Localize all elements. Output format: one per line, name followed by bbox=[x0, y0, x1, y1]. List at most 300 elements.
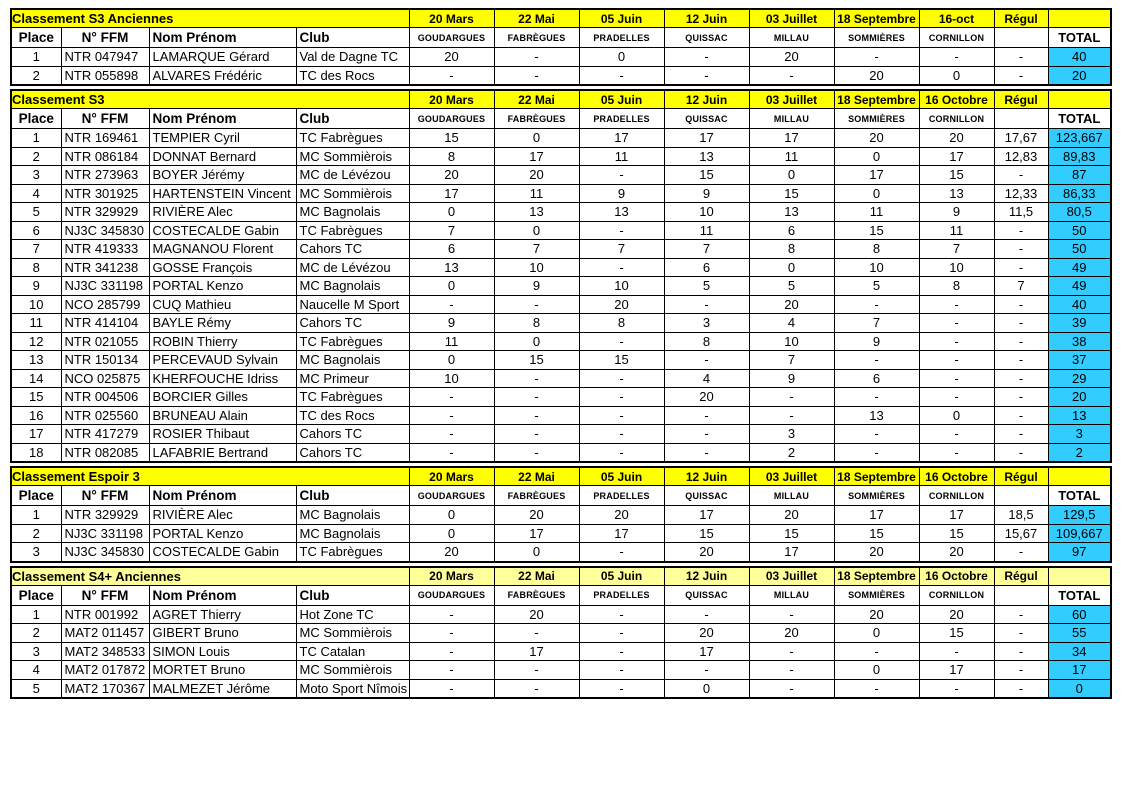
event-score-cell: - bbox=[579, 543, 664, 562]
regul-score-cell: - bbox=[994, 605, 1048, 624]
place-cell: 2 bbox=[11, 66, 61, 85]
event-score-cell: 6 bbox=[409, 240, 494, 259]
event-score-cell: 20 bbox=[834, 66, 919, 85]
regul-header-cell: Régul bbox=[994, 9, 1048, 28]
event-score-cell: 20 bbox=[494, 506, 579, 525]
table-row bbox=[11, 147, 1111, 166]
total-score-cell: 89,83 bbox=[1048, 147, 1111, 166]
regul-score-cell: - bbox=[994, 314, 1048, 333]
event-date-cell: 12 Juin bbox=[664, 567, 749, 586]
venue-header-cell: FABRÈGUES bbox=[494, 28, 579, 48]
venue-header-cell: MILLAU bbox=[749, 109, 834, 129]
total-score-cell: 86,33 bbox=[1048, 184, 1111, 203]
venue-header-cell: GOUDARGUES bbox=[409, 109, 494, 129]
regul-score-cell: - bbox=[994, 369, 1048, 388]
place-cell: 9 bbox=[11, 277, 61, 296]
event-score-cell: 15 bbox=[834, 221, 919, 240]
event-date-cell: 20 Mars bbox=[409, 567, 494, 586]
event-score-cell: 0 bbox=[494, 221, 579, 240]
event-score-cell: 10 bbox=[664, 203, 749, 222]
event-score-cell: - bbox=[919, 642, 994, 661]
venue-header-cell: CORNILLON bbox=[919, 28, 994, 48]
event-score-cell: 11 bbox=[579, 147, 664, 166]
event-date-cell: 05 Juin bbox=[579, 567, 664, 586]
event-score-cell: 15 bbox=[579, 351, 664, 370]
club-cell: Hot Zone TC bbox=[296, 605, 409, 624]
event-date-cell: 03 Juillet bbox=[749, 9, 834, 28]
venue-header-cell: PRADELLES bbox=[579, 28, 664, 48]
event-score-cell: - bbox=[664, 661, 749, 680]
event-score-cell: 20 bbox=[919, 129, 994, 148]
event-score-cell: - bbox=[749, 388, 834, 407]
club-cell: TC Fabrègues bbox=[296, 388, 409, 407]
event-score-cell: - bbox=[409, 388, 494, 407]
ffm-number-cell: NTR 329929 bbox=[61, 506, 149, 525]
rider-name-cell: BAYLE Rémy bbox=[149, 314, 296, 333]
event-score-cell: 3 bbox=[749, 425, 834, 444]
event-score-cell: 0 bbox=[494, 543, 579, 562]
event-date-cell: 18 Septembre bbox=[834, 567, 919, 586]
event-score-cell: - bbox=[919, 425, 994, 444]
ffm-number-cell: NTR 086184 bbox=[61, 147, 149, 166]
event-date-cell: 16-oct bbox=[919, 9, 994, 28]
column-header-total: TOTAL bbox=[1048, 486, 1111, 506]
ffm-number-cell: MAT2 011457 bbox=[61, 624, 149, 643]
event-score-cell: 0 bbox=[409, 277, 494, 296]
venue-header-cell: MILLAU bbox=[749, 585, 834, 605]
rider-name-cell: LAMARQUE Gérard bbox=[149, 48, 296, 67]
regul-score-cell: - bbox=[994, 661, 1048, 680]
event-score-cell: 0 bbox=[409, 506, 494, 525]
event-score-cell: - bbox=[834, 351, 919, 370]
rider-name-cell: ALVARES Frédéric bbox=[149, 66, 296, 85]
section-header-row bbox=[11, 9, 1111, 28]
event-date-cell: 20 Mars bbox=[409, 9, 494, 28]
venue-header-cell: QUISSAC bbox=[664, 28, 749, 48]
event-score-cell: - bbox=[579, 388, 664, 407]
event-score-cell: 4 bbox=[749, 314, 834, 333]
column-header-club: Club bbox=[296, 109, 409, 129]
event-date-cell: 16 Octobre bbox=[919, 90, 994, 109]
total-score-cell: 50 bbox=[1048, 221, 1111, 240]
event-score-cell: - bbox=[749, 66, 834, 85]
event-score-cell: - bbox=[579, 624, 664, 643]
regul-score-cell: 18,5 bbox=[994, 506, 1048, 525]
venue-header-cell: PRADELLES bbox=[579, 109, 664, 129]
rider-name-cell: PORTAL Kenzo bbox=[149, 524, 296, 543]
regul-score-cell: 12,83 bbox=[994, 147, 1048, 166]
event-score-cell: 20 bbox=[749, 48, 834, 67]
event-score-cell: 0 bbox=[919, 66, 994, 85]
event-score-cell: 13 bbox=[579, 203, 664, 222]
event-score-cell: 5 bbox=[749, 277, 834, 296]
venue-header-cell: CORNILLON bbox=[919, 486, 994, 506]
club-cell: TC Fabrègues bbox=[296, 332, 409, 351]
event-score-cell: - bbox=[579, 66, 664, 85]
event-score-cell: 15 bbox=[919, 624, 994, 643]
ffm-number-cell: NTR 417279 bbox=[61, 425, 149, 444]
event-score-cell: 8 bbox=[409, 147, 494, 166]
event-score-cell: 20 bbox=[409, 48, 494, 67]
table-row bbox=[11, 66, 1111, 85]
ffm-number-cell: MAT2 017872 bbox=[61, 661, 149, 680]
rider-name-cell: TEMPIER Cyril bbox=[149, 129, 296, 148]
event-score-cell: 0 bbox=[919, 406, 994, 425]
venue-header-cell: SOMMIÈRES bbox=[834, 486, 919, 506]
rider-name-cell: HARTENSTEIN Vincent bbox=[149, 184, 296, 203]
total-score-cell: 97 bbox=[1048, 543, 1111, 562]
club-cell: MC Sommièrois bbox=[296, 624, 409, 643]
table-row bbox=[11, 184, 1111, 203]
table-row bbox=[11, 295, 1111, 314]
table-row bbox=[11, 314, 1111, 333]
event-score-cell: 0 bbox=[834, 147, 919, 166]
event-score-cell: 17 bbox=[919, 661, 994, 680]
column-header-row bbox=[11, 486, 1111, 506]
event-score-cell: - bbox=[409, 679, 494, 698]
event-score-cell: - bbox=[409, 406, 494, 425]
blank-cell bbox=[994, 486, 1048, 506]
total-score-cell: 29 bbox=[1048, 369, 1111, 388]
ffm-number-cell: NTR 047947 bbox=[61, 48, 149, 67]
place-cell: 13 bbox=[11, 351, 61, 370]
event-score-cell: 17 bbox=[579, 129, 664, 148]
total-score-cell: 55 bbox=[1048, 624, 1111, 643]
rider-name-cell: AGRET Thierry bbox=[149, 605, 296, 624]
ffm-number-cell: NTR 001992 bbox=[61, 605, 149, 624]
event-date-cell: 03 Juillet bbox=[749, 467, 834, 486]
club-cell: TC des Rocs bbox=[296, 66, 409, 85]
rider-name-cell: PORTAL Kenzo bbox=[149, 277, 296, 296]
event-score-cell: 17 bbox=[409, 184, 494, 203]
blank-cell bbox=[994, 585, 1048, 605]
event-date-cell: 12 Juin bbox=[664, 90, 749, 109]
club-cell: Cahors TC bbox=[296, 240, 409, 259]
event-score-cell: 20 bbox=[919, 543, 994, 562]
event-score-cell: 15 bbox=[834, 524, 919, 543]
event-date-cell: 05 Juin bbox=[579, 467, 664, 486]
ffm-number-cell: NJ3C 345830 bbox=[61, 543, 149, 562]
event-score-cell: 15 bbox=[919, 524, 994, 543]
event-score-cell: 20 bbox=[749, 295, 834, 314]
club-cell: TC des Rocs bbox=[296, 406, 409, 425]
table-row bbox=[11, 388, 1111, 407]
regul-score-cell: - bbox=[994, 624, 1048, 643]
regul-score-cell: 17,67 bbox=[994, 129, 1048, 148]
event-score-cell: - bbox=[919, 443, 994, 462]
event-score-cell: 13 bbox=[834, 406, 919, 425]
place-cell: 8 bbox=[11, 258, 61, 277]
event-score-cell: 0 bbox=[409, 203, 494, 222]
event-score-cell: - bbox=[749, 406, 834, 425]
column-header-place: Place bbox=[11, 109, 61, 129]
column-header-total: TOTAL bbox=[1048, 585, 1111, 605]
venue-header-cell: GOUDARGUES bbox=[409, 28, 494, 48]
event-score-cell: 10 bbox=[579, 277, 664, 296]
rider-name-cell: GIBERT Bruno bbox=[149, 624, 296, 643]
event-score-cell: 20 bbox=[919, 605, 994, 624]
event-score-cell: 11 bbox=[834, 203, 919, 222]
ffm-number-cell: NTR 341238 bbox=[61, 258, 149, 277]
event-score-cell: - bbox=[409, 443, 494, 462]
event-score-cell: - bbox=[494, 295, 579, 314]
table-classement-s3 bbox=[10, 89, 1112, 463]
venue-header-cell: CORNILLON bbox=[919, 585, 994, 605]
event-score-cell: 5 bbox=[664, 277, 749, 296]
event-score-cell: - bbox=[664, 48, 749, 67]
total-score-cell: 34 bbox=[1048, 642, 1111, 661]
table-row bbox=[11, 624, 1111, 643]
club-cell: MC Sommièrois bbox=[296, 661, 409, 680]
regul-score-cell: - bbox=[994, 642, 1048, 661]
venue-header-cell: GOUDARGUES bbox=[409, 486, 494, 506]
place-cell: 1 bbox=[11, 48, 61, 67]
event-score-cell: 15 bbox=[664, 166, 749, 185]
event-score-cell: - bbox=[579, 369, 664, 388]
club-cell: Moto Sport Nîmois bbox=[296, 679, 409, 698]
event-score-cell: 20 bbox=[494, 166, 579, 185]
event-score-cell: - bbox=[919, 679, 994, 698]
ffm-number-cell: NTR 419333 bbox=[61, 240, 149, 259]
regul-score-cell: - bbox=[994, 166, 1048, 185]
rider-name-cell: ROBIN Thierry bbox=[149, 332, 296, 351]
rider-name-cell: MORTET Bruno bbox=[149, 661, 296, 680]
event-score-cell: 15 bbox=[664, 524, 749, 543]
regul-score-cell: - bbox=[994, 332, 1048, 351]
event-date-cell: 18 Septembre bbox=[834, 9, 919, 28]
event-date-cell: 22 Mai bbox=[494, 567, 579, 586]
section-title: Classement S3 Anciennes bbox=[11, 9, 409, 28]
event-date-cell: 22 Mai bbox=[494, 9, 579, 28]
regul-score-cell: - bbox=[994, 425, 1048, 444]
place-cell: 11 bbox=[11, 314, 61, 333]
regul-score-cell: - bbox=[994, 543, 1048, 562]
event-score-cell: - bbox=[749, 605, 834, 624]
table-row bbox=[11, 258, 1111, 277]
table-row bbox=[11, 48, 1111, 67]
column-header-club: Club bbox=[296, 585, 409, 605]
event-score-cell: - bbox=[749, 642, 834, 661]
ffm-number-cell: NJ3C 331198 bbox=[61, 524, 149, 543]
total-score-cell: 13 bbox=[1048, 406, 1111, 425]
ffm-number-cell: NTR 025560 bbox=[61, 406, 149, 425]
place-cell: 5 bbox=[11, 679, 61, 698]
event-score-cell: - bbox=[749, 679, 834, 698]
table-row bbox=[11, 661, 1111, 680]
event-score-cell: - bbox=[919, 48, 994, 67]
table-row bbox=[11, 240, 1111, 259]
total-score-cell: 17 bbox=[1048, 661, 1111, 680]
venue-header-cell: PRADELLES bbox=[579, 486, 664, 506]
venue-header-cell: QUISSAC bbox=[664, 109, 749, 129]
club-cell: MC de Lévézou bbox=[296, 258, 409, 277]
place-cell: 4 bbox=[11, 184, 61, 203]
event-date-cell: 03 Juillet bbox=[749, 90, 834, 109]
event-score-cell: - bbox=[579, 425, 664, 444]
event-score-cell: 11 bbox=[664, 221, 749, 240]
table-row bbox=[11, 543, 1111, 562]
ffm-number-cell: MAT2 170367 bbox=[61, 679, 149, 698]
event-score-cell: - bbox=[664, 295, 749, 314]
place-cell: 10 bbox=[11, 295, 61, 314]
rider-name-cell: BOYER Jérémy bbox=[149, 166, 296, 185]
regul-header-cell: Régul bbox=[994, 90, 1048, 109]
total-score-cell: 40 bbox=[1048, 48, 1111, 67]
event-score-cell: 8 bbox=[919, 277, 994, 296]
regul-score-cell: - bbox=[994, 351, 1048, 370]
venue-header-cell: SOMMIÈRES bbox=[834, 109, 919, 129]
event-score-cell: - bbox=[919, 332, 994, 351]
event-score-cell: 15 bbox=[919, 166, 994, 185]
event-score-cell: - bbox=[664, 605, 749, 624]
event-score-cell: 0 bbox=[494, 129, 579, 148]
event-score-cell: 8 bbox=[664, 332, 749, 351]
column-header-row bbox=[11, 28, 1111, 48]
event-score-cell: 6 bbox=[834, 369, 919, 388]
place-cell: 3 bbox=[11, 543, 61, 562]
event-score-cell: 13 bbox=[749, 203, 834, 222]
blank-cell bbox=[1048, 567, 1111, 586]
event-score-cell: 15 bbox=[494, 351, 579, 370]
event-score-cell: - bbox=[409, 66, 494, 85]
rider-name-cell: GOSSE François bbox=[149, 258, 296, 277]
event-score-cell: 11 bbox=[749, 147, 834, 166]
event-score-cell: 0 bbox=[664, 679, 749, 698]
venue-header-cell: SOMMIÈRES bbox=[834, 585, 919, 605]
event-score-cell: 17 bbox=[664, 642, 749, 661]
event-score-cell: 0 bbox=[834, 184, 919, 203]
table-row bbox=[11, 605, 1111, 624]
total-score-cell: 20 bbox=[1048, 66, 1111, 85]
table-row bbox=[11, 406, 1111, 425]
event-score-cell: - bbox=[494, 66, 579, 85]
table-row bbox=[11, 129, 1111, 148]
table-row bbox=[11, 679, 1111, 698]
event-date-cell: 22 Mai bbox=[494, 467, 579, 486]
event-score-cell: 13 bbox=[409, 258, 494, 277]
event-score-cell: 20 bbox=[664, 624, 749, 643]
event-score-cell: 20 bbox=[409, 166, 494, 185]
event-score-cell: 20 bbox=[834, 129, 919, 148]
event-score-cell: 7 bbox=[494, 240, 579, 259]
column-header-row bbox=[11, 585, 1111, 605]
venue-header-cell: MILLAU bbox=[749, 28, 834, 48]
event-score-cell: - bbox=[579, 406, 664, 425]
event-score-cell: 7 bbox=[834, 314, 919, 333]
blank-cell bbox=[1048, 9, 1111, 28]
club-cell: Val de Dagne TC bbox=[296, 48, 409, 67]
event-score-cell: - bbox=[494, 48, 579, 67]
place-cell: 3 bbox=[11, 166, 61, 185]
place-cell: 1 bbox=[11, 605, 61, 624]
column-header-place: Place bbox=[11, 28, 61, 48]
venue-header-cell: MILLAU bbox=[749, 486, 834, 506]
table-row bbox=[11, 642, 1111, 661]
rider-name-cell: MALMEZET Jérôme bbox=[149, 679, 296, 698]
rider-name-cell: KHERFOUCHE Idriss bbox=[149, 369, 296, 388]
ffm-number-cell: NTR 150134 bbox=[61, 351, 149, 370]
event-score-cell: - bbox=[494, 679, 579, 698]
event-score-cell: 11 bbox=[494, 184, 579, 203]
event-score-cell: 10 bbox=[494, 258, 579, 277]
table-row bbox=[11, 506, 1111, 525]
regul-score-cell: - bbox=[994, 295, 1048, 314]
event-score-cell: - bbox=[494, 369, 579, 388]
table-row bbox=[11, 332, 1111, 351]
club-cell: Naucelle M Sport bbox=[296, 295, 409, 314]
event-score-cell: - bbox=[579, 443, 664, 462]
event-score-cell: 11 bbox=[409, 332, 494, 351]
event-date-cell: 05 Juin bbox=[579, 90, 664, 109]
event-score-cell: 4 bbox=[664, 369, 749, 388]
event-date-cell: 20 Mars bbox=[409, 467, 494, 486]
table-row bbox=[11, 203, 1111, 222]
ffm-number-cell: NTR 329929 bbox=[61, 203, 149, 222]
event-score-cell: - bbox=[664, 66, 749, 85]
event-date-cell: 22 Mai bbox=[494, 90, 579, 109]
event-date-cell: 12 Juin bbox=[664, 467, 749, 486]
blank-cell bbox=[1048, 90, 1111, 109]
event-score-cell: - bbox=[919, 369, 994, 388]
event-date-cell: 03 Juillet bbox=[749, 567, 834, 586]
event-score-cell: 17 bbox=[919, 506, 994, 525]
column-header-ffm: N° FFM bbox=[61, 28, 149, 48]
regul-header-cell: Régul bbox=[994, 467, 1048, 486]
event-score-cell: - bbox=[579, 221, 664, 240]
event-score-cell: 9 bbox=[919, 203, 994, 222]
event-score-cell: 7 bbox=[664, 240, 749, 259]
section-title: Classement S3 bbox=[11, 90, 409, 109]
rider-name-cell: SIMON Louis bbox=[149, 642, 296, 661]
ffm-number-cell: NTR 273963 bbox=[61, 166, 149, 185]
table-row bbox=[11, 443, 1111, 462]
column-header-club: Club bbox=[296, 486, 409, 506]
club-cell: Cahors TC bbox=[296, 314, 409, 333]
place-cell: 3 bbox=[11, 642, 61, 661]
event-score-cell: 15 bbox=[749, 524, 834, 543]
blank-cell bbox=[994, 109, 1048, 129]
place-cell: 15 bbox=[11, 388, 61, 407]
event-score-cell: 20 bbox=[749, 624, 834, 643]
club-cell: MC Bagnolais bbox=[296, 203, 409, 222]
event-date-cell: 18 Septembre bbox=[834, 467, 919, 486]
column-header-total: TOTAL bbox=[1048, 109, 1111, 129]
event-score-cell: 9 bbox=[834, 332, 919, 351]
event-score-cell: 7 bbox=[749, 351, 834, 370]
event-score-cell: 17 bbox=[749, 543, 834, 562]
event-score-cell: 20 bbox=[579, 295, 664, 314]
club-cell: Cahors TC bbox=[296, 425, 409, 444]
event-score-cell: 20 bbox=[579, 506, 664, 525]
club-cell: MC de Lévézou bbox=[296, 166, 409, 185]
table-row bbox=[11, 221, 1111, 240]
event-score-cell: - bbox=[494, 425, 579, 444]
event-score-cell: 20 bbox=[494, 605, 579, 624]
event-score-cell: - bbox=[409, 425, 494, 444]
event-score-cell: 8 bbox=[749, 240, 834, 259]
event-score-cell: - bbox=[409, 624, 494, 643]
rider-name-cell: ROSIER Thibaut bbox=[149, 425, 296, 444]
club-cell: MC Bagnolais bbox=[296, 277, 409, 296]
regul-score-cell: - bbox=[994, 406, 1048, 425]
place-cell: 2 bbox=[11, 624, 61, 643]
event-score-cell: - bbox=[579, 642, 664, 661]
club-cell: MC Bagnolais bbox=[296, 506, 409, 525]
total-score-cell: 123,667 bbox=[1048, 129, 1111, 148]
event-score-cell: 3 bbox=[664, 314, 749, 333]
ffm-number-cell: MAT2 348533 bbox=[61, 642, 149, 661]
rider-name-cell: DONNAT Bernard bbox=[149, 147, 296, 166]
